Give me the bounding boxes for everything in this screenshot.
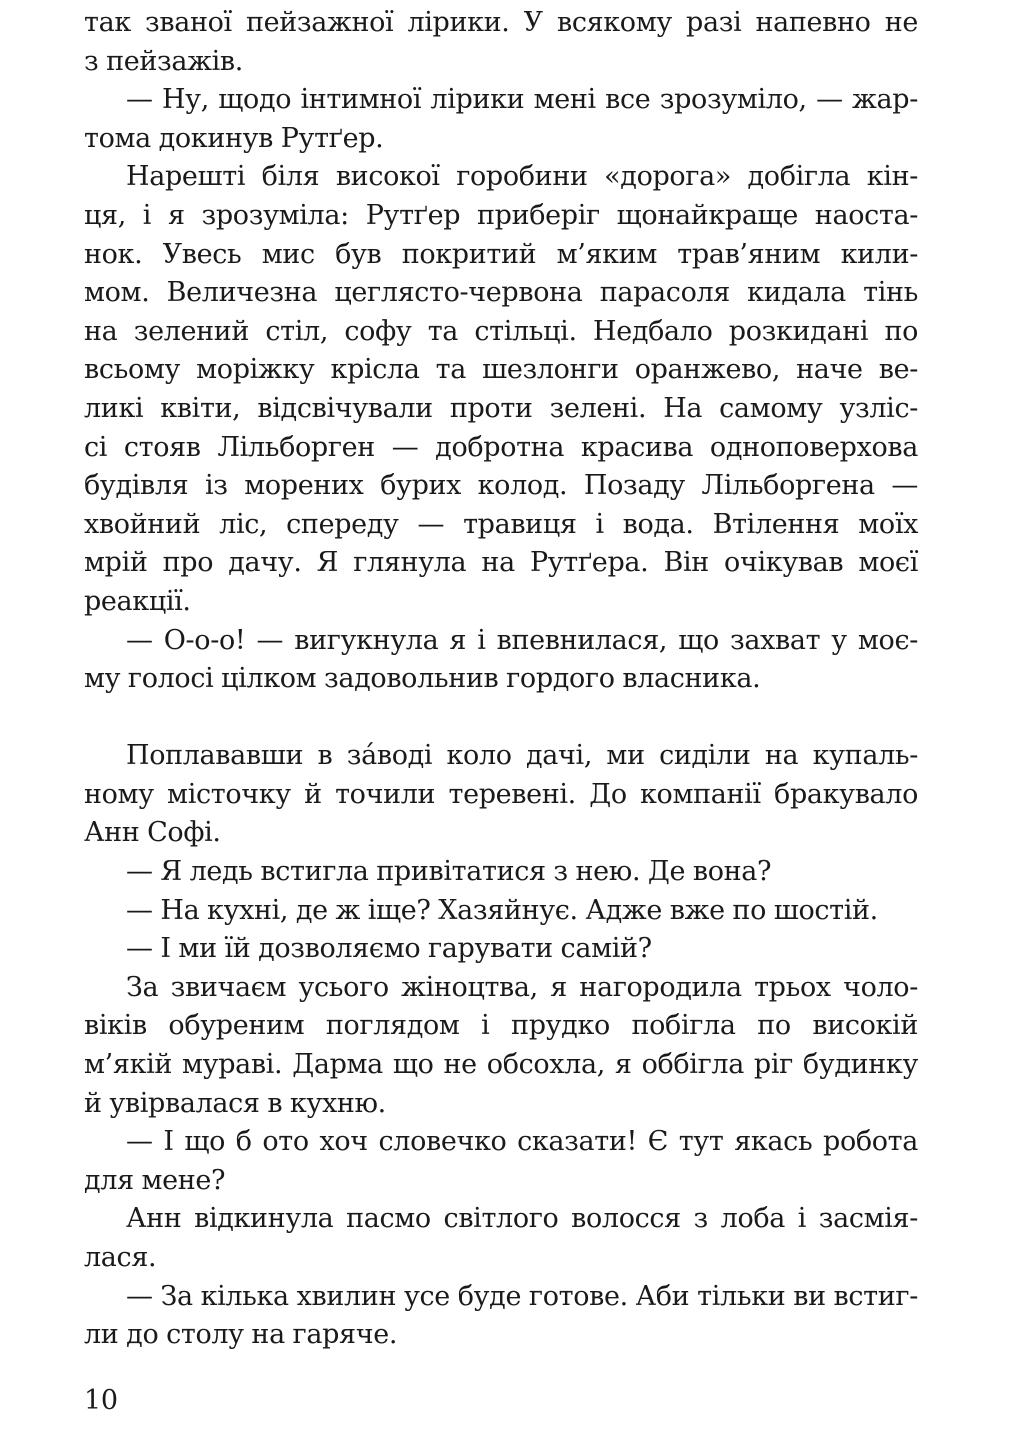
section-2 (84, 737, 918, 1355)
text-line: реакції. (84, 585, 191, 617)
text-line: ця, і я зрозуміла: Рутґер приберіг щонайкраще наоста- (84, 199, 918, 231)
paragraph (84, 158, 918, 621)
text-line: Анн відкинула пасмо світлого волосся з лоба і засмія- (126, 1203, 918, 1235)
text-line: му голосі цілком задовольнив гордого власника. (84, 663, 761, 695)
text-line: За звичаєм усього жіноцтва, я нагородила трьох чоло- (126, 971, 918, 1003)
text-line: — І ми їй дозволяємо гарувати самій? (126, 933, 652, 965)
text-line: сі стояв Лільборген — добротна красива одноповерхова (84, 431, 918, 463)
paragraph (84, 1200, 918, 1277)
text-line: будівля із морених бурих колод. Позаду Лільборгена — (84, 470, 918, 502)
text-line: хвойний ліс, спереду — травиця і вода. Втілення моїх (84, 508, 918, 540)
section-1 (84, 4, 918, 699)
paragraph (84, 969, 918, 1123)
paragraph (84, 853, 918, 892)
text-line: для мене? (84, 1164, 226, 1196)
paragraph (84, 81, 918, 158)
text-line: на зелений стіл, софу та стільці. Недбало розкидані по (84, 315, 918, 347)
text-line: — Ну, щодо інтимної лірики мені все зрозуміло, — жар- (126, 84, 918, 116)
text-line: всьому моріжку крісла та шезлонги оранжево, наче ве- (84, 354, 918, 386)
text-line: — І що б ото хоч словечко сказати! Є тут якась робота (126, 1126, 918, 1158)
text-line: м’якій мураві. Дарма що не обсохла, я оббігла ріг будинку (84, 1049, 918, 1081)
text-line: так званої пейзажної лірики. У всякому разі напевно не (84, 7, 918, 38)
text-line: — Я ледь встигла привітатися з нею. Де вона? (126, 856, 772, 888)
text-line: — О-о-о! — вигукнула я і впевнилася, що захват у моє- (126, 624, 918, 656)
text-line: тома докинув Рутґер. (84, 122, 384, 154)
paragraph (84, 892, 918, 931)
paragraph (84, 4, 918, 81)
text-line: й увірвалася в кухню. (84, 1087, 386, 1119)
text-line: Нарешті біля високої горобини «дорога» добігла кін- (126, 161, 918, 193)
paragraph (84, 930, 918, 969)
text-line: Поплававши в зáводі коло дачі, ми сиділи на купаль- (126, 740, 918, 772)
paragraph (84, 737, 918, 853)
text-line: — За кілька хвилин усе буде готове. Аби тільки ви встиг- (126, 1280, 918, 1312)
text-line: з пейзажів. (84, 45, 244, 77)
text-line: ному місточку й точили теревені. До компанії бракувало (84, 778, 918, 810)
text-line: ли до столу на гаряче. (84, 1319, 398, 1351)
text-line: ликі квіти, відсвічували проти зелені. На самому узліс- (84, 392, 918, 424)
page-number: 10 (84, 1385, 118, 1416)
book-page-text (84, 4, 918, 1355)
paragraph (84, 1278, 918, 1355)
section-break (84, 699, 918, 738)
text-line: лася. (84, 1242, 157, 1273)
text-line: мрій про дачу. Я глянула на Рутґера. Він очікував моєї (84, 547, 918, 579)
text-line: — На кухні, де ж іще? Хазяйнує. Адже вже по шостій. (126, 894, 878, 926)
text-line: Анн Софі. (84, 817, 221, 849)
text-line: віків обуреним поглядом і прудко побігла по високій (84, 1010, 918, 1042)
text-line: нок. Увесь мис був покритий м’яким трав’яним кили- (84, 238, 918, 270)
paragraph (84, 1123, 918, 1200)
paragraph (84, 622, 918, 699)
text-line: мом. Величезна цеглясто-червона парасоля кидала тінь (84, 277, 918, 309)
